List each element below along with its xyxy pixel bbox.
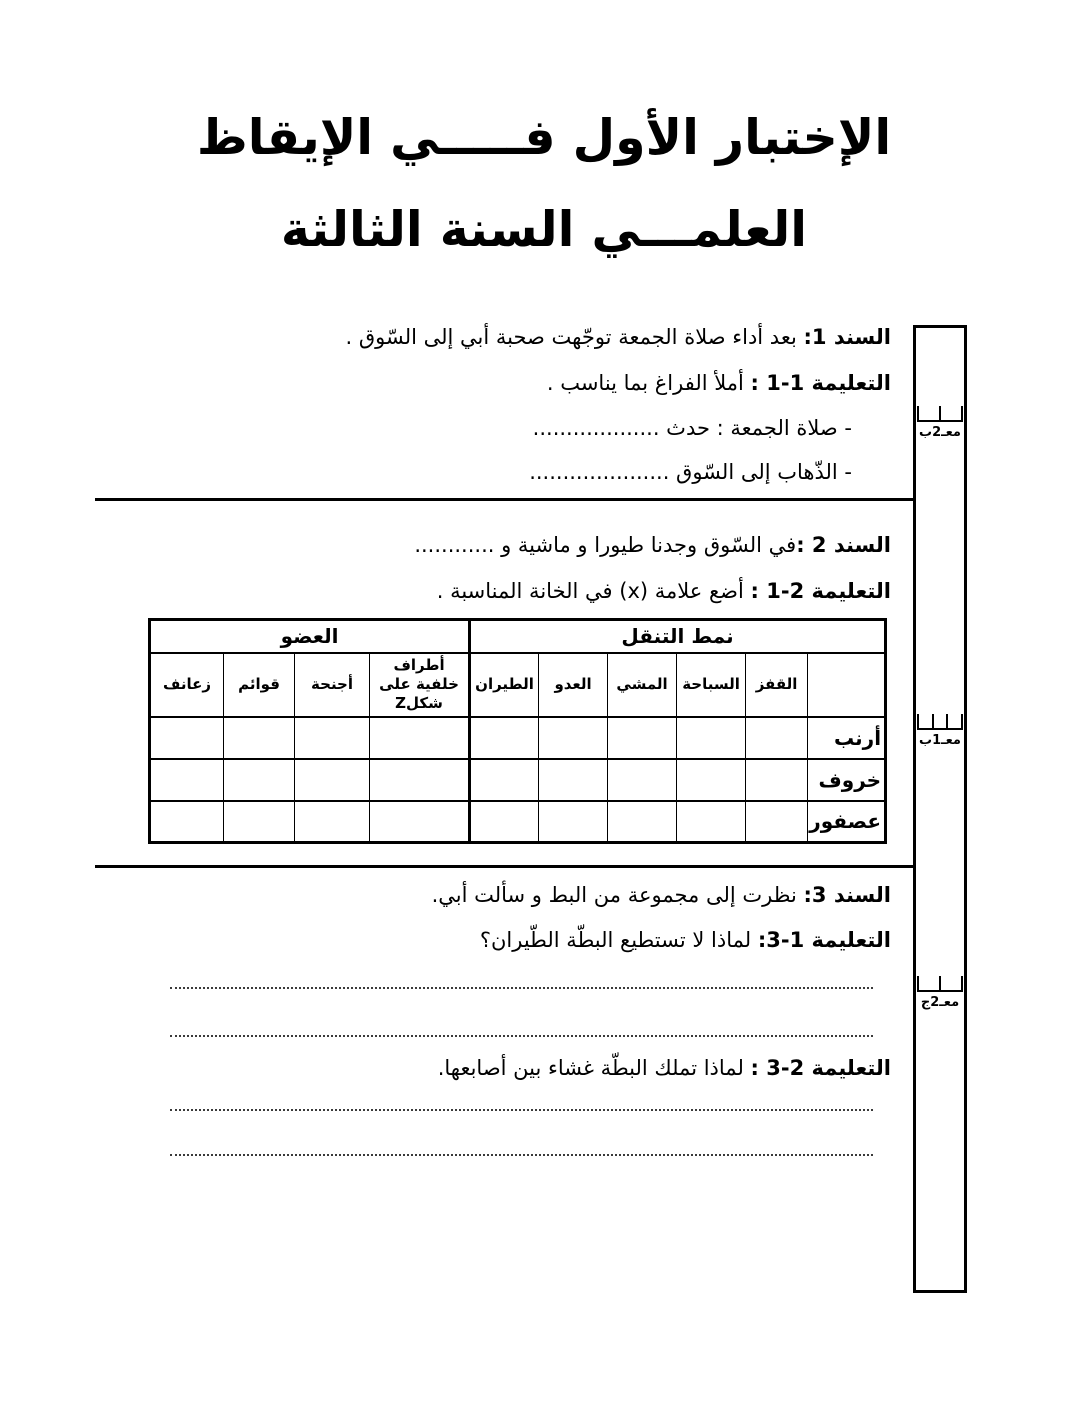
answer-cell [539, 717, 608, 759]
answer-cell [370, 801, 470, 843]
col-header-jumping: القفز [746, 653, 808, 717]
grading-sidebar [913, 325, 967, 1293]
row-label-sheep: خروف [808, 759, 886, 801]
answer-cell [746, 801, 808, 843]
col-header-walking: المشي [608, 653, 677, 717]
instruction2-1-label: التعليمة 2-1 : [750, 579, 891, 603]
exam-title-line1: الإختبار الأول فـــــي الإيقاظ [196, 109, 892, 166]
answer-cell [150, 801, 224, 843]
answer-cell [608, 759, 677, 801]
answer-cell [470, 759, 539, 801]
support1-label: السند 1: [803, 325, 891, 349]
col-header-swimming: السباحة [677, 653, 746, 717]
instruction2-1-text: أضع علامة (x) في الخانة المناسبة . [436, 579, 744, 603]
instruction2-1-sentence [437, 579, 891, 603]
answer-cell [470, 717, 539, 759]
support1-text: بعد أداء صلاة الجمعة توجّهت صحبة أبي إلى السّوق . [345, 325, 797, 349]
answer-cell [608, 801, 677, 843]
section-divider-1 [95, 498, 913, 501]
answer-cell [746, 759, 808, 801]
group-header-organ: العضو [150, 620, 470, 653]
answer-dotted-line-1 [170, 987, 873, 989]
fill-blank-item-2: - الذّهاب إلى السّوق ..................... [529, 460, 852, 484]
answer-dotted-line-3 [170, 1109, 873, 1111]
answer-cell [150, 717, 224, 759]
instruction3-2-sentence [438, 1056, 891, 1080]
answer-dotted-line-2 [170, 1035, 873, 1037]
answer-cell [224, 759, 295, 801]
support3-text: نظرت إلى مجموعة من البط و سألت أبي. [431, 883, 797, 907]
instruction3-2-text: لماذا تملك البطّة غشاء بين أصابعها. [437, 1056, 744, 1080]
support1-sentence [345, 325, 891, 349]
support2-label: السند 2 : [796, 533, 891, 557]
answer-cell [677, 759, 746, 801]
row-label-bird: عصفور [808, 801, 886, 843]
answer-cell [295, 801, 370, 843]
answer-cell [370, 759, 470, 801]
support3-sentence [432, 883, 891, 907]
answer-cell [608, 717, 677, 759]
answer-cell [470, 801, 539, 843]
instruction1-1-sentence [547, 371, 891, 395]
grading-marker-3 [917, 976, 963, 1010]
instruction1-1-label: التعليمة 1-1 : [750, 371, 891, 395]
instruction3-2-label: التعليمة 2-3 : [750, 1056, 891, 1080]
col-header-fins: زعانف [150, 653, 224, 717]
section-divider-2 [95, 865, 913, 868]
criterion-code: معـ1ب [919, 733, 961, 748]
group-header-movement: نمط التنقل [470, 620, 886, 653]
answer-cell [295, 759, 370, 801]
grading-marker-1 [917, 406, 963, 440]
score-boxes-icon [917, 976, 963, 992]
fill-blank-item-1: - صلاة الجمعة : حدث ................... [532, 416, 852, 440]
answer-cell [295, 717, 370, 759]
instruction3-1-label: التعليمة 1-3: [757, 928, 891, 952]
exam-title-line2: العلمـــي السنة الثالثة [280, 201, 808, 258]
exam-title [144, 92, 944, 276]
score-boxes-icon [917, 714, 963, 730]
row-label-rabbit: أرنب [808, 717, 886, 759]
criterion-code: معـ2ج [920, 995, 960, 1010]
answer-cell [539, 759, 608, 801]
col-header-flying: الطيران [470, 653, 539, 717]
answer-cell [746, 717, 808, 759]
answer-cell [677, 801, 746, 843]
corner-cell [808, 653, 886, 717]
support2-sentence [414, 533, 891, 557]
movement-organ-table [148, 618, 887, 844]
answer-cell [150, 759, 224, 801]
answer-cell [224, 717, 295, 759]
answer-cell [370, 717, 470, 759]
score-boxes-icon [917, 406, 963, 422]
instruction3-1-sentence [480, 928, 891, 952]
answer-dotted-line-4 [170, 1154, 873, 1156]
instruction3-1-text: لماذا لا تستطيع البطّة الطّيران؟ [479, 928, 752, 952]
answer-cell [539, 801, 608, 843]
col-header-z-hind-limbs: أطراف خلفية على شكلZ [370, 653, 470, 717]
grading-marker-2 [917, 714, 963, 748]
col-header-wings: أجنحة [295, 653, 370, 717]
answer-cell [224, 801, 295, 843]
support3-label: السند 3: [803, 883, 891, 907]
instruction1-1-text: أملأ الفراغ بما يناسب . [546, 371, 744, 395]
col-header-running: العدو [539, 653, 608, 717]
criterion-code: معـ2ب [919, 425, 961, 440]
support2-text: في السّوق وجدنا طيورا و ماشية و ............ [414, 533, 797, 557]
col-header-legs: قوائم [224, 653, 295, 717]
answer-cell [677, 717, 746, 759]
